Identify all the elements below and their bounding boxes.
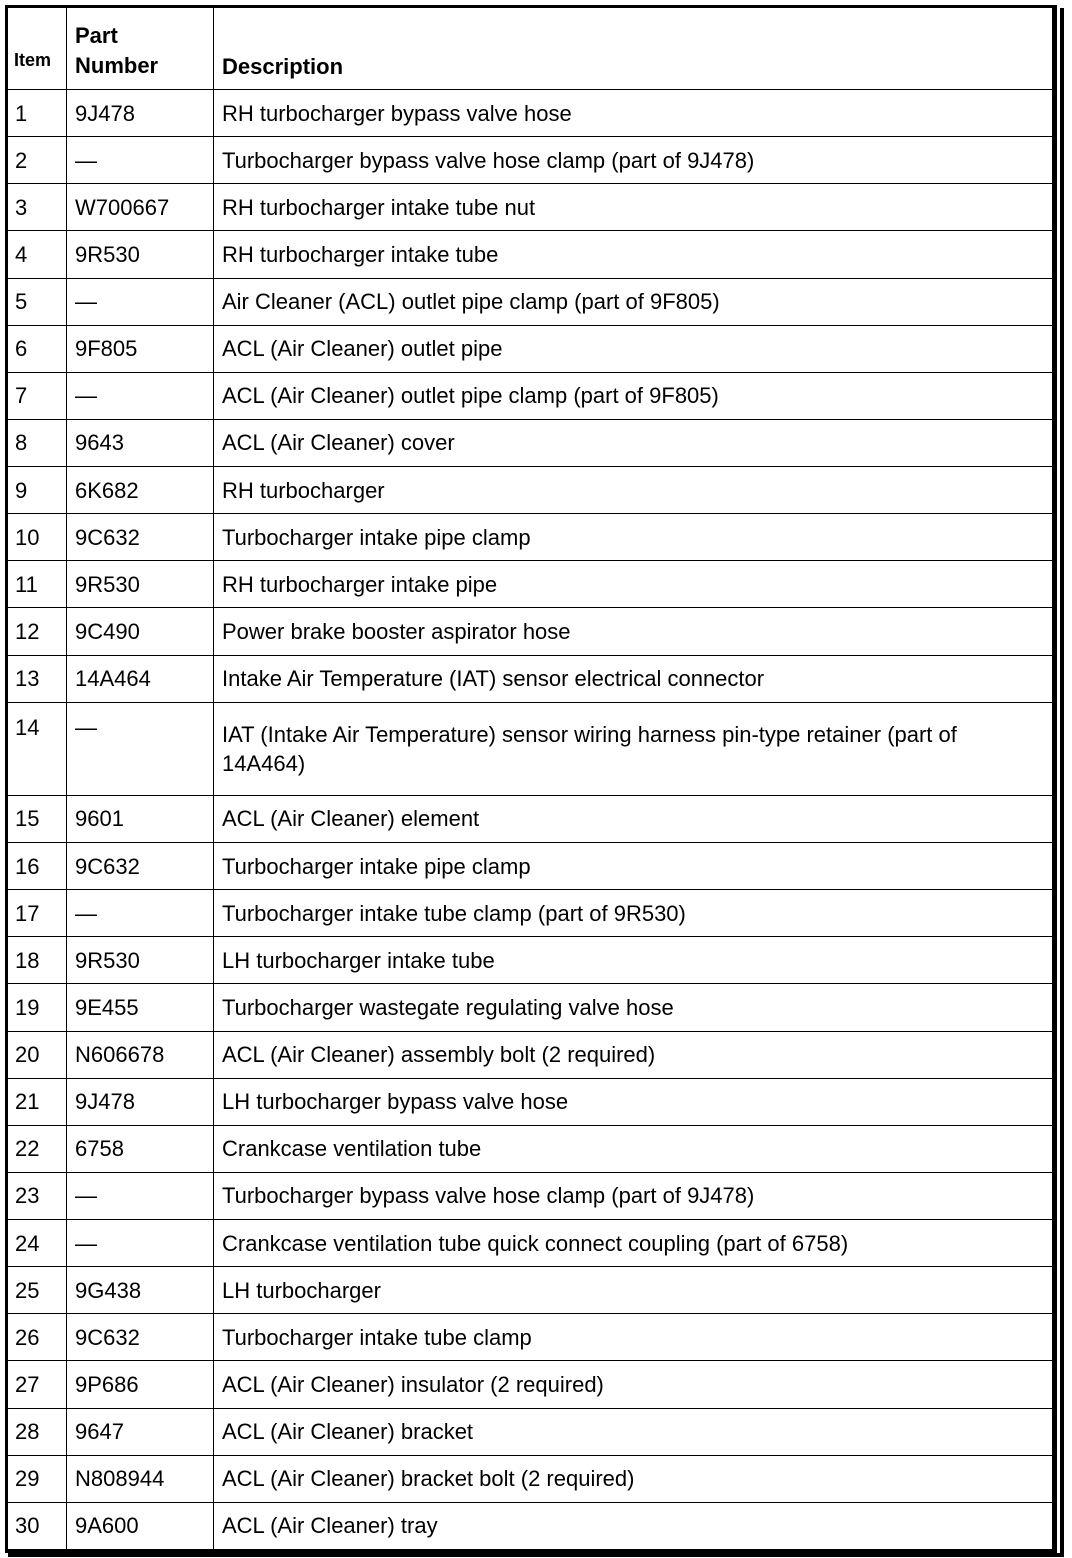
header-item-label: Item	[14, 50, 52, 70]
description-cell: Crankcase ventilation tube	[214, 1125, 1053, 1172]
part-number-cell: 9E455	[67, 984, 214, 1031]
description-cell: Turbocharger intake tube clamp (part of 9R530)	[214, 890, 1053, 937]
part-number-cell: N808944	[67, 1455, 214, 1502]
item-cell: 16	[8, 843, 67, 890]
table-row	[8, 1125, 1053, 1172]
part-number-cell: 9647	[67, 1408, 214, 1455]
description-cell: Turbocharger wastegate regulating valve hose	[214, 984, 1053, 1031]
table-row	[8, 419, 1053, 466]
table-header-row	[8, 8, 1053, 90]
parts-table-frame	[5, 5, 1057, 1553]
frame-shadow-right	[1060, 8, 1064, 1556]
table-row	[8, 1031, 1053, 1078]
part-number-cell: 9F805	[67, 325, 214, 372]
description-cell: Crankcase ventilation tube quick connect coupling (part of 6758)	[214, 1220, 1053, 1267]
description-cell: ACL (Air Cleaner) bracket	[214, 1408, 1053, 1455]
item-cell: 3	[8, 184, 67, 231]
part-number-cell: 9C632	[67, 1314, 214, 1361]
table-row	[8, 278, 1053, 325]
part-number-cell: 6758	[67, 1125, 214, 1172]
part-number-cell: —	[67, 702, 214, 795]
part-number-cell: —	[67, 137, 214, 184]
part-number-cell: 9C632	[67, 843, 214, 890]
part-number-cell: 9C632	[67, 514, 214, 561]
table-row	[8, 1361, 1053, 1408]
item-cell: 6	[8, 325, 67, 372]
item-cell: 13	[8, 655, 67, 702]
item-cell: 19	[8, 984, 67, 1031]
description-cell: ACL (Air Cleaner) outlet pipe clamp (part of 9F805)	[214, 372, 1053, 419]
item-cell: 21	[8, 1078, 67, 1125]
table-row	[8, 1078, 1053, 1125]
table-row	[8, 1267, 1053, 1314]
part-number-cell: 9601	[67, 795, 214, 842]
description-cell: RH turbocharger intake tube nut	[214, 184, 1053, 231]
part-number-cell: —	[67, 372, 214, 419]
header-description	[214, 8, 1053, 90]
item-cell: 11	[8, 561, 67, 608]
table-row	[8, 1220, 1053, 1267]
table-row	[8, 325, 1053, 372]
description-cell: Intake Air Temperature (IAT) sensor electrical connector	[214, 655, 1053, 702]
table-row	[8, 1408, 1053, 1455]
item-cell: 12	[8, 608, 67, 655]
table-row	[8, 90, 1053, 137]
table-row	[8, 1314, 1053, 1361]
description-cell: ACL (Air Cleaner) tray	[214, 1502, 1053, 1549]
table-row	[8, 890, 1053, 937]
part-number-cell: 9J478	[67, 1078, 214, 1125]
item-cell: 20	[8, 1031, 67, 1078]
item-cell: 18	[8, 937, 67, 984]
item-cell: 10	[8, 514, 67, 561]
parts-table	[7, 7, 1053, 1550]
part-number-cell: W700667	[67, 184, 214, 231]
part-number-cell: 9P686	[67, 1361, 214, 1408]
description-cell: ACL (Air Cleaner) cover	[214, 419, 1053, 466]
item-cell: 8	[8, 419, 67, 466]
part-number-cell: 9A600	[67, 1502, 214, 1549]
item-cell: 23	[8, 1172, 67, 1219]
table-row	[8, 372, 1053, 419]
part-number-cell: —	[67, 890, 214, 937]
description-cell: Air Cleaner (ACL) outlet pipe clamp (part of 9F805)	[214, 278, 1053, 325]
table-row	[8, 702, 1053, 795]
description-cell: ACL (Air Cleaner) outlet pipe	[214, 325, 1053, 372]
table-row	[8, 467, 1053, 514]
description-cell: LH turbocharger	[214, 1267, 1053, 1314]
part-number-cell: 9R530	[67, 561, 214, 608]
part-number-cell: 9C490	[67, 608, 214, 655]
table-row	[8, 184, 1053, 231]
item-cell: 29	[8, 1455, 67, 1502]
table-row	[8, 1502, 1053, 1549]
header-part-number-line1: Part	[75, 23, 118, 48]
description-cell: RH turbocharger bypass valve hose	[214, 90, 1053, 137]
item-cell: 1	[8, 90, 67, 137]
table-row	[8, 608, 1053, 655]
table-body	[8, 90, 1053, 1550]
part-number-cell: 9R530	[67, 937, 214, 984]
table-row	[8, 843, 1053, 890]
description-cell: Turbocharger bypass valve hose clamp (part of 9J478)	[214, 1172, 1053, 1219]
description-cell: RH turbocharger	[214, 467, 1053, 514]
item-cell: 5	[8, 278, 67, 325]
item-cell: 14	[8, 702, 67, 795]
table-row	[8, 561, 1053, 608]
item-cell: 2	[8, 137, 67, 184]
description-cell: ACL (Air Cleaner) insulator (2 required)	[214, 1361, 1053, 1408]
header-part-number-line2: Number	[75, 53, 159, 78]
header-item	[8, 8, 67, 90]
item-cell: 25	[8, 1267, 67, 1314]
item-cell: 24	[8, 1220, 67, 1267]
description-cell: LH turbocharger intake tube	[214, 937, 1053, 984]
part-number-cell: —	[67, 1220, 214, 1267]
table-row	[8, 231, 1053, 278]
description-cell: LH turbocharger bypass valve hose	[214, 1078, 1053, 1125]
header-part-number	[67, 8, 214, 90]
description-cell: ACL (Air Cleaner) assembly bolt (2 required)	[214, 1031, 1053, 1078]
description-cell: Turbocharger intake pipe clamp	[214, 514, 1053, 561]
table-row	[8, 984, 1053, 1031]
item-cell: 15	[8, 795, 67, 842]
description-cell: ACL (Air Cleaner) element	[214, 795, 1053, 842]
description-cell: Power brake booster aspirator hose	[214, 608, 1053, 655]
part-number-cell: N606678	[67, 1031, 214, 1078]
item-cell: 7	[8, 372, 67, 419]
description-cell: Turbocharger intake pipe clamp	[214, 843, 1053, 890]
description-cell: Turbocharger intake tube clamp	[214, 1314, 1053, 1361]
table-row	[8, 137, 1053, 184]
table-row	[8, 1172, 1053, 1219]
part-number-cell: 14A464	[67, 655, 214, 702]
table-row	[8, 655, 1053, 702]
table-row	[8, 937, 1053, 984]
item-cell: 9	[8, 467, 67, 514]
part-number-cell: —	[67, 1172, 214, 1219]
description-cell: IAT (Intake Air Temperature) sensor wiring harness pin-type retainer (part of 14A464)	[214, 702, 1053, 795]
table-row	[8, 514, 1053, 561]
table-row	[8, 795, 1053, 842]
part-number-cell: 6K682	[67, 467, 214, 514]
description-cell: Turbocharger bypass valve hose clamp (part of 9J478)	[214, 137, 1053, 184]
item-cell: 17	[8, 890, 67, 937]
part-number-cell: 9R530	[67, 231, 214, 278]
frame-shadow-bottom	[8, 1553, 1064, 1557]
description-cell: RH turbocharger intake pipe	[214, 561, 1053, 608]
item-cell: 30	[8, 1502, 67, 1549]
item-cell: 27	[8, 1361, 67, 1408]
item-cell: 22	[8, 1125, 67, 1172]
item-cell: 4	[8, 231, 67, 278]
part-number-cell: 9G438	[67, 1267, 214, 1314]
part-number-cell: 9643	[67, 419, 214, 466]
part-number-cell: —	[67, 278, 214, 325]
item-cell: 28	[8, 1408, 67, 1455]
part-number-cell: 9J478	[67, 90, 214, 137]
item-cell: 26	[8, 1314, 67, 1361]
table-row	[8, 1455, 1053, 1502]
description-cell: ACL (Air Cleaner) bracket bolt (2 required)	[214, 1455, 1053, 1502]
header-description-label: Description	[222, 54, 344, 79]
description-cell: RH turbocharger intake tube	[214, 231, 1053, 278]
